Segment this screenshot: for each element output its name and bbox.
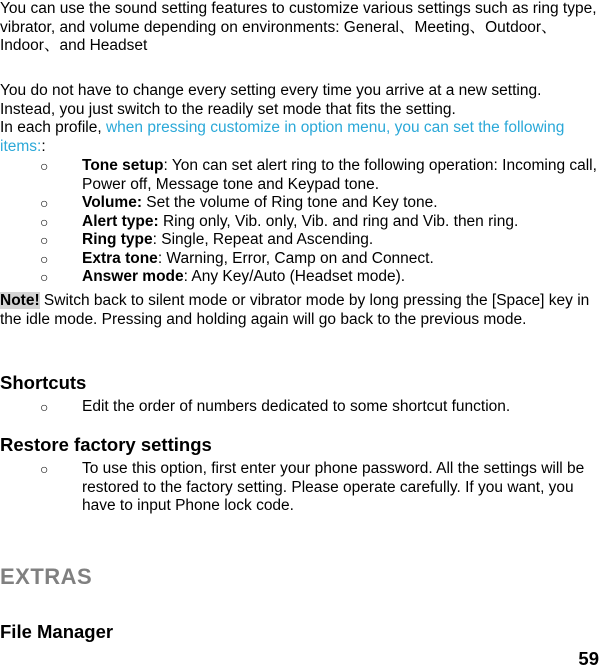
item-term: Tone setup [82, 157, 164, 174]
item-desc: : Warning, Error, Camp on and Connect. [157, 249, 434, 267]
item-desc: : Single, Repeat and Ascending. [152, 231, 374, 248]
profile-intro-line2 [0, 119, 600, 156]
bullet-icon: ○ [40, 195, 49, 211]
page-number: 59 [578, 648, 599, 669]
item-term: Alert type: [82, 212, 159, 230]
intro-paragraph: You can use the sound setting features to customize various settings such as ring type, vibrator, and volume depending on environments: General、Meeting、Outdoor、Indoor、and Headset [0, 0, 597, 54]
item-term: Ring type [82, 231, 153, 248]
shortcuts-heading: Shortcuts [0, 372, 87, 393]
item-desc: : Any Key/Auto (Headset mode). [183, 268, 406, 285]
extras-heading: EXTRAS [0, 564, 93, 589]
list-item-volume [0, 194, 600, 213]
note-text: Switch back to silent mode or vibrator mode by long pressing the [Space] key in the idle mode. Pressing and holding again will go back to the previous mode. [0, 292, 590, 328]
item-desc: Edit the order of numbers dedicated to some shortcut function. [82, 398, 511, 415]
item-term: Volume: [82, 194, 142, 211]
list-item-restore [0, 460, 600, 516]
bullet-icon: ○ [40, 232, 49, 248]
list-item-extra-tone [0, 250, 600, 269]
profile-intro-suffix: : [41, 137, 46, 155]
list-item-tone-setup [0, 157, 600, 194]
profile-intro-line1: You do not have to change every setting every time you arrive at a new setting. Instead, you just switch to the readily set mode that fits the setting. [0, 82, 542, 118]
item-term: Extra tone [82, 249, 158, 267]
bullet-icon: ○ [40, 461, 49, 477]
file-manager-heading: File Manager [0, 621, 114, 642]
item-desc: Set the volume of Ring tone and Key tone. [142, 194, 438, 211]
profile-intro-highlight: when pressing customize in option menu, you can set the following items: [0, 119, 565, 155]
profile-intro-prefix: In each profile, [0, 119, 106, 136]
restore-list [0, 460, 600, 516]
list-item-ring-type [0, 231, 600, 250]
profile-intro-paragraph [0, 82, 600, 156]
note-paragraph [0, 292, 600, 329]
note-label: Note! [0, 292, 40, 309]
item-desc: To use this option, first enter your phone password. All the settings will be restored to the factory setting. Please operate carefully. If you want, you have to input Phone lock code. [82, 460, 585, 514]
shortcuts-list [0, 398, 600, 417]
restore-heading: Restore factory settings [0, 434, 212, 455]
item-term: Answer mode [82, 268, 184, 285]
bullet-icon: ○ [40, 269, 49, 285]
profile-items-list [0, 157, 600, 287]
list-item-answer-mode [0, 268, 600, 287]
bullet-icon: ○ [40, 399, 49, 415]
bullet-icon: ○ [40, 213, 49, 230]
list-item-alert-type [0, 213, 600, 232]
bullet-icon: ○ [40, 158, 49, 174]
bullet-icon: ○ [40, 250, 49, 267]
item-desc: : Yon can set alert ring to the following operation: Incoming call, Power off, Message tone and Keypad tone. [82, 157, 597, 193]
item-desc: Ring only, Vib. only, Vib. and ring and Vib. then ring. [158, 212, 519, 230]
list-item-shortcut [0, 398, 600, 417]
